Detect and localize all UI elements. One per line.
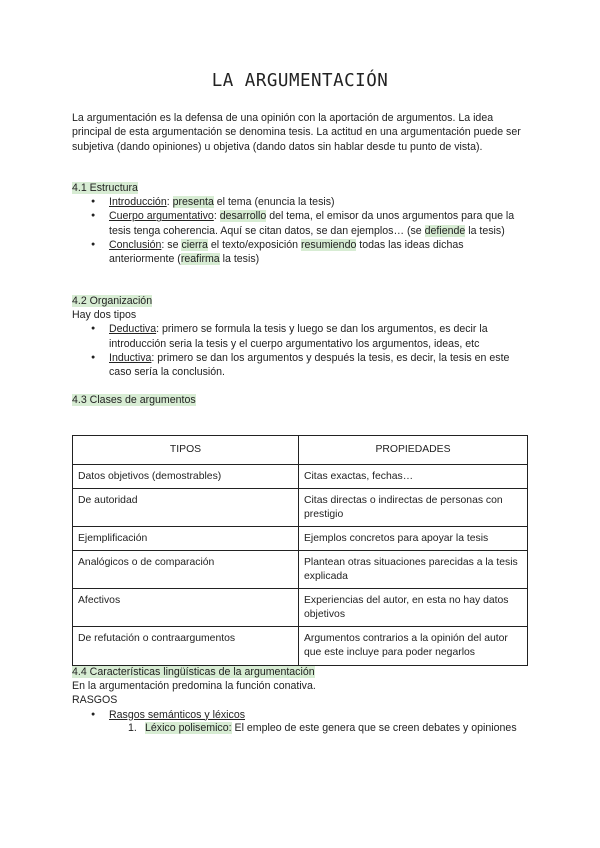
table-cell: Citas directas o indirectas de personas con prestigio bbox=[299, 489, 528, 527]
column-header-propiedades: PROPIEDADES bbox=[299, 436, 528, 465]
structure-list bbox=[72, 195, 528, 266]
table-cell: Citas exactas, fechas… bbox=[299, 465, 528, 489]
table-row bbox=[73, 465, 528, 489]
table-row bbox=[73, 551, 528, 589]
section-heading-structure: 4.1 Estructura bbox=[72, 182, 138, 194]
page-title: LA ARGUMENTACIÓN bbox=[211, 71, 389, 91]
table-cell: Plantean otras situaciones parecidas a la tesis explicada bbox=[299, 551, 528, 589]
section-heading-organization: 4.2 Organización bbox=[72, 295, 153, 307]
table-cell: Experiencias del autor, en esta no hay datos objetivos bbox=[299, 589, 528, 627]
column-header-tipos: TIPOS bbox=[73, 436, 299, 465]
table-cell: Ejemplos concretos para apoyar la tesis bbox=[299, 527, 528, 551]
section-heading-argument-types: 4.3 Clases de argumentos bbox=[72, 394, 196, 406]
list-item: ● Deductiva: primero se formula la tesis y luego se dan los argumentos, es decir la introducción seria la tesis y el cuerpo argumentativo los argumentos, ideas, etc bbox=[72, 322, 528, 351]
list-item: ● Introducción: presenta el tema (enuncia la tesis) bbox=[72, 195, 528, 209]
list-item: ● Conclusión: se cierra el texto/exposición resumiendo todas las ideas dichas anteriormente (reafirma la tesis) bbox=[72, 238, 528, 267]
organization-lead: Hay dos tipos bbox=[72, 309, 137, 321]
intro-paragraph: La argumentación es la defensa de una opinión con la aportación de argumentos. La idea principal de esta argumentación se denomina tesis. La actitud en una argumentación puede ser subjetiva (dando opiniones) u objetiva (dando datos sin hablar desde tu punto de vista). bbox=[72, 112, 521, 153]
list-item: ● Inductiva: primero se dan los argumentos y después la tesis, es decir, la tesis en este caso sería la conclusión. bbox=[72, 351, 528, 380]
table-cell: De autoridad bbox=[73, 489, 299, 527]
table-cell: Datos objetivos (demostrables) bbox=[73, 465, 299, 489]
table-row bbox=[73, 589, 528, 627]
table-header-row bbox=[73, 436, 528, 465]
list-item: ● Cuerpo argumentativo: desarrollo del tema, el emisor da unos argumentos para que la tesis tenga coherencia. Aquí se citan datos, se dan ejemplos… (se defiende la tesis) bbox=[72, 209, 528, 238]
table-cell: Argumentos contrarios a la opinión del autor que este incluye para poder negarlos bbox=[299, 627, 528, 665]
linguistic-block bbox=[72, 679, 528, 722]
table-cell: Afectivos bbox=[73, 589, 299, 627]
table-row bbox=[73, 489, 528, 527]
organization-block bbox=[72, 308, 528, 379]
item-number: 1. bbox=[128, 722, 137, 734]
numbered-item: 1. Léxico polisemico: El empleo de este genera que se creen debates y opiniones bbox=[128, 722, 517, 734]
table-cell: Analógicos o de comparación bbox=[73, 551, 299, 589]
linguistic-line: En la argumentación predomina la función conativa. bbox=[72, 680, 316, 692]
table-cell: Ejemplificación bbox=[73, 527, 299, 551]
rasgos-label: RASGOS bbox=[72, 694, 118, 707]
section-heading-linguistic-features: 4.4 Características lingüísticas de la argumentación bbox=[72, 666, 315, 678]
table-row bbox=[73, 627, 528, 665]
list-item: ● Rasgos semánticos y léxicos bbox=[72, 708, 528, 722]
table-row bbox=[73, 527, 528, 551]
table-cell: De refutación o contraargumentos bbox=[73, 627, 299, 665]
argument-types-table bbox=[72, 435, 528, 666]
